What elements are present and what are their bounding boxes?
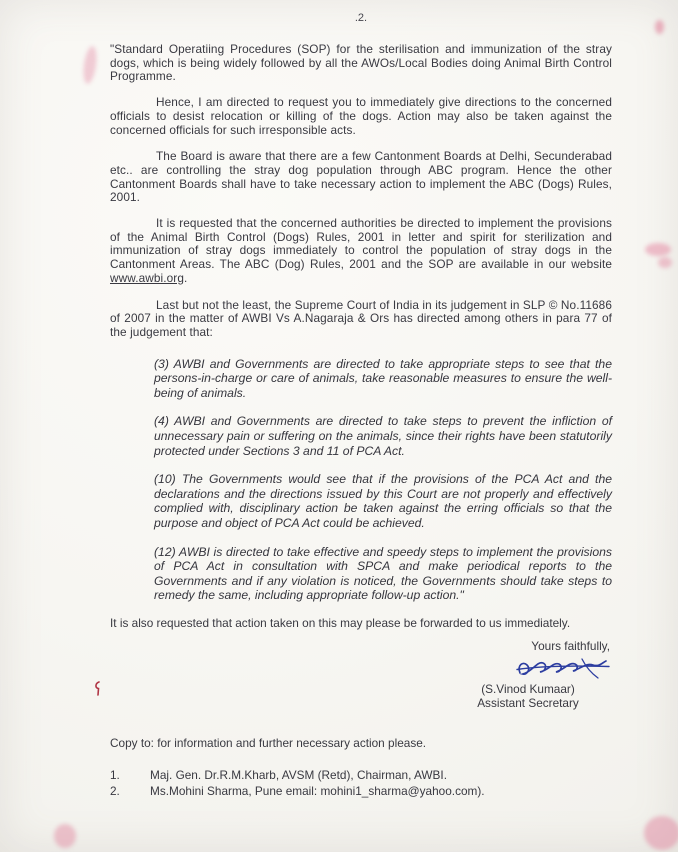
scan-artifact	[644, 816, 678, 850]
paragraph-abc-rules	[110, 217, 612, 286]
website-link: www.awbi.org	[110, 270, 184, 285]
scan-artifact	[645, 243, 671, 256]
scan-artifact	[658, 257, 672, 268]
page-number: .2.	[354, 12, 368, 24]
quoted-paragraph-4: (4) AWBI and Governments are directed to take steps to prevent the infliction of unnecessary pain or suffering on the animals, since their rights have been statutorily protected under Sections 3 and 11 of PCA Act.	[154, 414, 612, 458]
quoted-paragraph-10: (10) The Governments would see that if the provisions of the PCA Act and the declarations and the directions issued by this Court are not properly and effectively complied with, disciplinary action be taken against the erring officials so that the purpose and object of PCA Act could be achieved.	[154, 472, 612, 530]
closing-salutation: Yours faithfully,	[531, 638, 610, 653]
scan-artifact	[54, 824, 76, 848]
paragraph-abc-rules-text: It is requested that the concerned authorities be directed to implement the provisions of the Animal Birth Control (Dogs) Rules, 2001 in letter and spirit for sterilization and immunization of stray dogs immediately to control the population of stray dogs in the Cantonment Areas. The ABC (Dog) Rules, 2001 and the SOP are available in our website	[110, 216, 612, 272]
signature-scribble	[512, 654, 612, 681]
recipient-text: Maj. Gen. Dr.R.M.Kharb, AVSM (Retd), Chairman, AWBI.	[150, 767, 447, 782]
paragraph-supreme-court: Last but not the least, the Supreme Court of India in its judgement in SLP © No.11686 of 2007 in the matter of AWBI Vs A.Nagaraja & Ors has directed among others in para 77 of the judgement that:	[110, 297, 612, 339]
signatory-name: (S.Vinod Kumaar)	[481, 681, 575, 696]
recipient-number: 2.	[110, 784, 120, 799]
paragraph-abc-rules-period: .	[183, 270, 188, 285]
signature	[444, 654, 612, 682]
list-item	[110, 783, 612, 800]
pen-mark	[92, 680, 103, 702]
recipient-text: Ms.Mohini Sharma, Pune email: mohini1_sharma@yahoo.com).	[150, 784, 485, 799]
recipient-number: 1.	[110, 767, 120, 782]
paragraph-sop: "Standard Operatiing Procedures (SOP) for the sterilisation and immunization of the stray dogs, which is being widely followed by all the AWOs/Local Bodies doing Animal Birth Control Programme.	[110, 42, 612, 84]
scan-artifact	[655, 20, 664, 34]
paragraph-cantonment-boards: The Board is aware that there are a few Cantonment Boards at Delhi, Secunderabad etc.. are controlling the stray dog population through ABC program. Hence the other Cantonment Boards shall have to take necessary action to implement the ABC (Dogs) Rules, 2001.	[110, 149, 612, 205]
list-item	[110, 767, 612, 784]
letter-body	[110, 12, 612, 800]
signatory-title: Assistant Secretary	[477, 695, 579, 710]
copy-to-line: Copy to: for information and further necessary action please.	[110, 735, 427, 750]
recipient-list	[110, 767, 612, 800]
paragraph-directions: Hence, I am directed to request you to immediately give directions to the concerned officials to desist relocation or killing of the dogs. Action may also be taken against the concerned officials for such irresponsible acts.	[110, 95, 612, 137]
scan-artifact	[81, 45, 98, 84]
closing-block	[444, 639, 612, 710]
quoted-paragraph-3: (3) AWBI and Governments are directed to take appropriate steps to see that the persons-in-charge or care of animals, take reasonable measures to ensure the well-being of animals.	[154, 356, 612, 400]
quoted-paragraph-12: (12) AWBI is directed to take effective and speedy steps to implement the provisions of PCA Act in consultation with SPCA and make periodical reports to the Governments and if any violation is noticed, the Governments should take steps to remedy the same, including appropriate follow-up action."	[154, 544, 612, 603]
action-request-line: It is also requested that action taken on this may please be forwarded to us immediately.	[110, 615, 571, 630]
